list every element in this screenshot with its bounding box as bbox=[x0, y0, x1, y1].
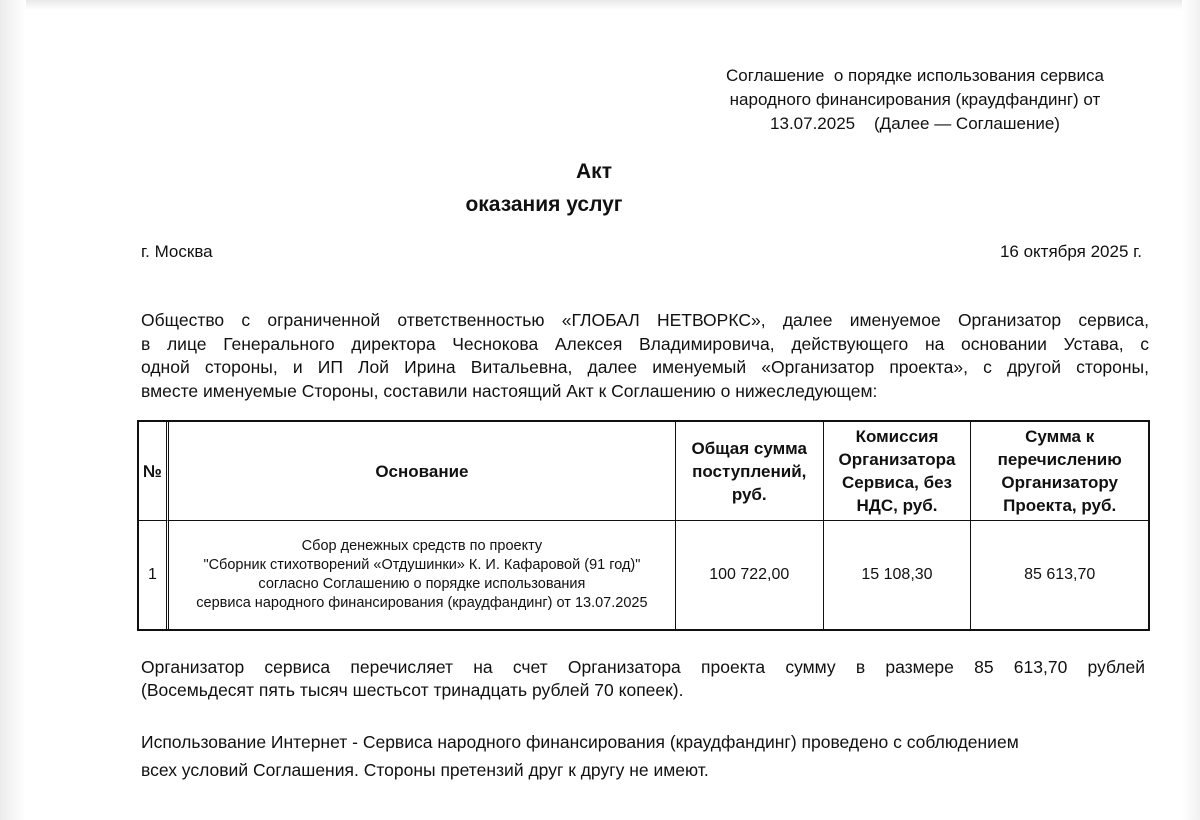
header-total-line: Общая сумма bbox=[691, 438, 807, 458]
intro-line: в лице Генерального директора Чеснокова Алексея Владимировича, действующего на основании Устава, с bbox=[141, 333, 1149, 354]
intro-line: одной стороны, и ИП Лой Ирина Витальевна, далее именуемый «Организатор проекта», с другой стороны, bbox=[141, 357, 1149, 377]
payment-paragraph bbox=[141, 656, 1145, 702]
city: г. Москва bbox=[141, 242, 213, 261]
row-commission: 15 108,30 bbox=[824, 521, 972, 629]
header-total-line: руб. bbox=[731, 484, 767, 504]
agreement-header-line: Соглашение о порядке использования сервиса bbox=[726, 66, 1104, 85]
usage-line: всех условий Соглашения. Стороны претензий друг к другу не имеют. bbox=[141, 760, 709, 780]
intro-line: Общество с ограниченной ответственностью «ГЛОБАЛ НЕТВОРКС», далее именуемое Организатор сервиса, bbox=[141, 310, 1149, 330]
header-payout-line: Проекта, руб. bbox=[1003, 496, 1117, 515]
row-basis-line: сервиса народного финансирования (краудфандинг) от 13.07.2025 bbox=[196, 595, 648, 611]
header-payout-line: Организатору bbox=[1001, 473, 1118, 492]
header-commission bbox=[824, 422, 972, 521]
intro-line: вместе именуемые Стороны, составили настоящий Акт к Соглашению о нижеследующем: bbox=[141, 380, 878, 401]
row-total: 100 722,00 bbox=[676, 521, 824, 629]
header-payout bbox=[971, 422, 1148, 521]
table-header-row bbox=[139, 422, 1148, 521]
row-basis-line: Сбор денежных средств по проекту bbox=[301, 538, 543, 554]
header-commission-line: Организатора bbox=[838, 450, 956, 469]
intro-paragraph bbox=[141, 309, 1149, 403]
header-payout-line: перечислению bbox=[997, 450, 1122, 469]
agreement-header bbox=[700, 64, 1130, 136]
table-row bbox=[139, 521, 1148, 629]
header-total-line: поступлений, bbox=[692, 461, 807, 481]
header-commission-line: Комиссия bbox=[855, 427, 939, 446]
page-right-edge bbox=[1182, 0, 1200, 820]
row-basis-line: "Сборник стихотворений «Отдушинки» К. И. Кафаровой (91 год)" bbox=[203, 557, 641, 573]
usage-paragraph bbox=[141, 728, 1161, 784]
page-left-edge bbox=[0, 0, 26, 820]
header-num: № bbox=[139, 422, 169, 521]
header-basis: Основание bbox=[169, 422, 676, 521]
payment-line: Организатор сервиса перечисляет на счет Организатора проекта сумму в размере 85 613,70 рублей bbox=[141, 657, 1145, 677]
payment-line: (Восемьдесят пять тысяч шестьсот тринадцать рублей 70 копеек). bbox=[141, 680, 684, 700]
document-title: Акт bbox=[576, 160, 612, 183]
usage-line: Использование Интернет - Сервиса народного финансирования (краудфандинг) проведено с соблюдением bbox=[141, 732, 1019, 752]
row-num: 1 bbox=[139, 521, 169, 629]
document-subtitle: оказания услуг bbox=[465, 193, 623, 216]
agreement-header-line: народного финансирования (краудфандинг) от bbox=[729, 90, 1101, 109]
page-top-shadow bbox=[0, 0, 1200, 10]
document-date: 16 октября 2025 г. bbox=[999, 242, 1142, 261]
row-payout: 85 613,70 bbox=[1024, 566, 1096, 583]
row-basis-line: согласно Соглашению о порядке использования bbox=[258, 576, 586, 592]
header-total bbox=[676, 422, 824, 521]
services-table bbox=[137, 420, 1150, 631]
agreement-header-line: 13.07.2025 (Далее — Соглашение) bbox=[770, 114, 1060, 133]
header-payout-line: Сумма к bbox=[1025, 427, 1095, 446]
row-basis bbox=[169, 521, 676, 629]
header-commission-line: Сервиса, без bbox=[841, 473, 952, 492]
header-commission-line: НДС, руб. bbox=[856, 496, 938, 515]
